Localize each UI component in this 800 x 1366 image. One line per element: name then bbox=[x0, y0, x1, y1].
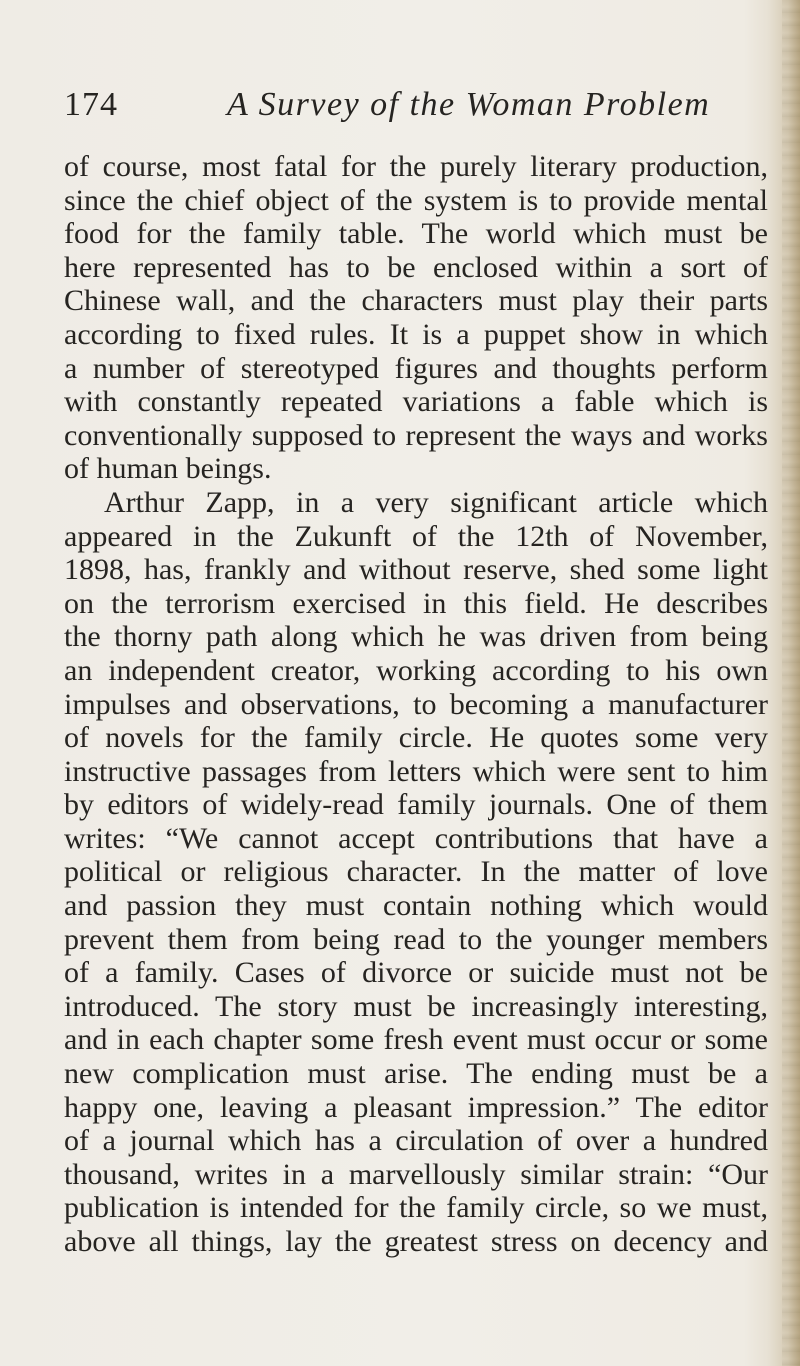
text-line: here represented has to be enclosed within a sort of bbox=[64, 250, 768, 284]
text-line: appeared in the Zukunft of the 12th of November, bbox=[64, 519, 768, 553]
text-line: of a family. Cases of divorce or suicide must not be bbox=[64, 956, 768, 990]
text-line: instructive passages from letters which were sent to him bbox=[64, 754, 768, 788]
text-line: a number of stereotyped figures and thoughts perform bbox=[64, 351, 768, 385]
text-line: with constantly repeated variations a fable which is bbox=[64, 385, 768, 419]
text-line: publication is intended for the family circle, so we must, bbox=[64, 1191, 768, 1225]
text-line: political or religious character. In the matter of love bbox=[64, 855, 768, 889]
text-line: of novels for the family circle. He quotes some very bbox=[64, 721, 768, 755]
text-line: thousand, writes in a marvellously similar strain: “Our bbox=[64, 1157, 768, 1191]
text-line: prevent them from being read to the younger members bbox=[64, 922, 768, 956]
text-line: an independent creator, working according to his own bbox=[64, 653, 768, 687]
text-line: the thorny path along which he was driven from being bbox=[64, 620, 768, 654]
body-text bbox=[64, 150, 768, 1259]
page-edge bbox=[782, 0, 800, 1366]
text-line: above all things, lay the greatest stress on decency and bbox=[64, 1225, 768, 1258]
text-line: introduced. The story must be increasingly interesting, bbox=[64, 989, 768, 1023]
text-line: of human beings. bbox=[64, 452, 272, 486]
text-line: Chinese wall, and the characters must play their parts bbox=[64, 284, 768, 318]
text-line: writes: “We cannot accept contributions that have a bbox=[64, 821, 768, 855]
text-line: of course, most fatal for the purely literary production, bbox=[64, 150, 768, 183]
running-title: A Survey of the Woman Problem bbox=[227, 86, 711, 123]
running-header bbox=[64, 84, 724, 126]
text-line: conventionally supposed to represent the ways and works bbox=[64, 418, 768, 452]
text-line: impulses and observations, to becoming a manufacturer bbox=[64, 687, 768, 721]
text-line: by editors of widely-read family journals. One of them bbox=[64, 788, 768, 822]
page-number: 174 bbox=[64, 86, 118, 123]
text-line: Arthur Zapp, in a very significant article which bbox=[104, 485, 768, 519]
text-line: new complication must arise. The ending must be a bbox=[64, 1057, 768, 1091]
text-line: since the chief object of the system is to provide mental bbox=[64, 183, 768, 217]
text-line: on the terrorism exercised in this field. He describes bbox=[64, 586, 768, 620]
text-line: and passion they must contain nothing which would bbox=[64, 889, 768, 923]
text-line: happy one, leaving a pleasant impression.” The editor bbox=[64, 1090, 768, 1124]
text-line: food for the family table. The world which must be bbox=[64, 217, 768, 251]
text-line: and in each chapter some fresh event must occur or some bbox=[64, 1023, 768, 1057]
text-line: according to fixed rules. It is a puppet show in which bbox=[64, 317, 768, 351]
text-line: 1898, has, frankly and without reserve, shed some light bbox=[64, 553, 768, 587]
text-line: of a journal which has a circulation of over a hundred bbox=[64, 1124, 768, 1158]
